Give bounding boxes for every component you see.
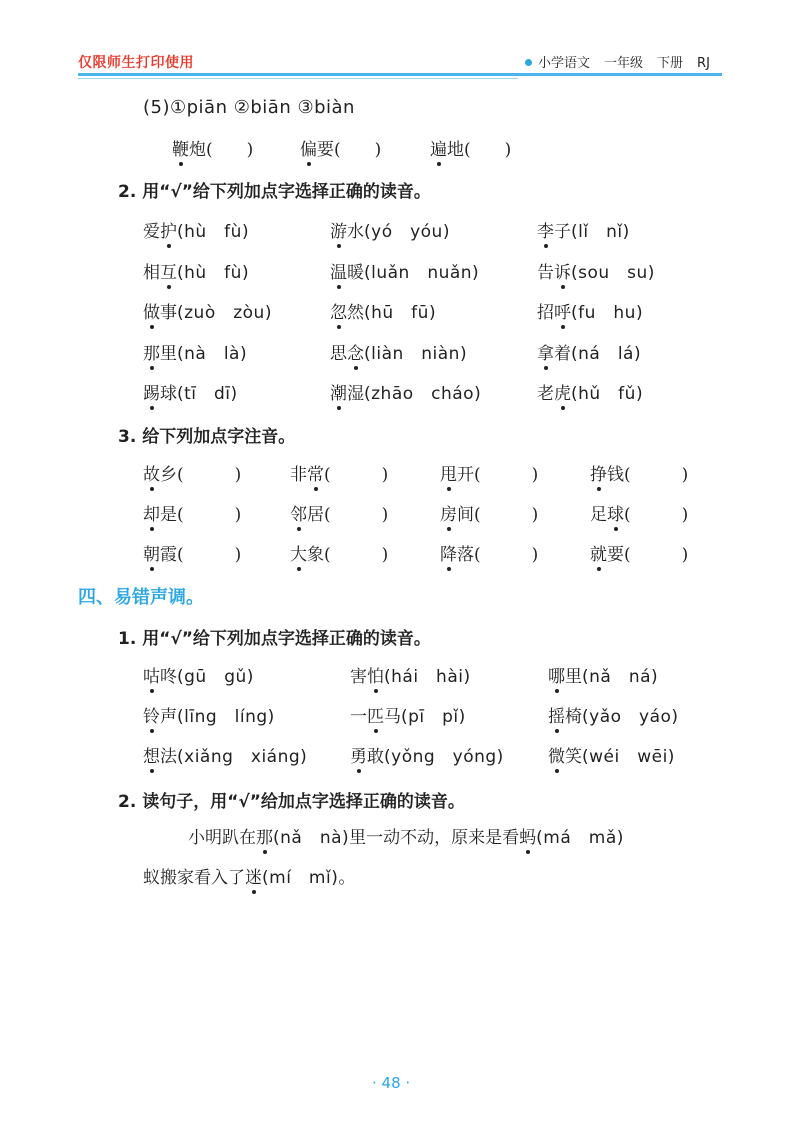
exercise-item bbox=[548, 662, 658, 687]
dotted-char: 温 bbox=[330, 258, 347, 283]
pinyin-choice[interactable]: (wéi wēi) bbox=[582, 747, 675, 767]
word-suffix: 马 bbox=[384, 707, 401, 727]
exercise-item bbox=[143, 339, 247, 364]
exercise-item bbox=[430, 135, 511, 160]
pinyin-choice[interactable]: (luǎn nuǎn) bbox=[364, 263, 480, 283]
word-suffix-answer-blank[interactable]: 地( ) bbox=[447, 140, 512, 160]
word-suffix-answer-blank[interactable]: ( ) bbox=[324, 465, 389, 485]
header-divider-thin bbox=[78, 78, 518, 79]
word-prefix: 思 bbox=[330, 344, 347, 364]
exercise-item bbox=[143, 540, 241, 565]
dotted-char: 邻 bbox=[290, 500, 307, 525]
word-prefix: 告 bbox=[537, 263, 554, 283]
dotted-char: 挣 bbox=[590, 460, 607, 485]
dotted-char: 常 bbox=[307, 460, 324, 485]
word-suffix-answer-blank[interactable]: 钱( ) bbox=[607, 465, 689, 485]
pinyin-choice[interactable]: (liàn niàn) bbox=[364, 344, 468, 364]
word-suffix: 里 bbox=[160, 344, 177, 364]
q2-title: 2. 用“√”给下列加点字选择正确的读音。 bbox=[118, 182, 431, 202]
exercise-item bbox=[143, 662, 254, 687]
exercise-item bbox=[350, 662, 471, 687]
sentence-text: 蚁搬家看入了 bbox=[143, 868, 245, 888]
word-suffix: 子 bbox=[554, 222, 571, 242]
exercise-item bbox=[330, 217, 450, 242]
exercise-item bbox=[143, 702, 275, 727]
exercise-item bbox=[143, 298, 272, 323]
dotted-char: 大 bbox=[290, 540, 307, 565]
dotted-char: 互 bbox=[160, 258, 177, 283]
bullet-icon bbox=[525, 59, 532, 66]
exercise-item bbox=[537, 379, 643, 404]
pinyin-choice[interactable]: (sou su) bbox=[571, 263, 655, 283]
pinyin-choice[interactable]: (nà là) bbox=[177, 344, 248, 364]
sentence-text: 小明趴在 bbox=[188, 828, 256, 848]
dotted-char: 虎 bbox=[554, 379, 571, 404]
dotted-char: 摇 bbox=[548, 702, 565, 727]
exercise-item bbox=[330, 258, 479, 283]
pinyin-choice[interactable]: (hù fù) bbox=[177, 222, 250, 242]
exercise-item bbox=[537, 298, 643, 323]
pinyin-choice[interactable]: (hái hài) bbox=[384, 667, 471, 687]
subject-header bbox=[525, 52, 710, 71]
word-suffix: 然 bbox=[347, 303, 364, 323]
dotted-char: 就 bbox=[590, 540, 607, 565]
pinyin-choice[interactable]: (nǎ nà) bbox=[273, 828, 350, 848]
dotted-char: 护 bbox=[160, 217, 177, 242]
dotted-char: 蚂 bbox=[519, 823, 536, 848]
dotted-char: 朝 bbox=[143, 540, 160, 565]
dotted-char: 却 bbox=[143, 500, 160, 525]
word-prefix: 一 bbox=[350, 707, 367, 727]
exercise-item bbox=[548, 702, 679, 727]
s4-q1-title: 1. 用“√”给下列加点字选择正确的读音。 bbox=[118, 629, 431, 649]
exercise-item bbox=[548, 742, 675, 767]
exercise-item bbox=[590, 500, 688, 525]
dotted-char: 铃 bbox=[143, 702, 160, 727]
exercise-item bbox=[290, 500, 388, 525]
dotted-char: 那 bbox=[256, 823, 273, 848]
pinyin-choice[interactable]: (lǐ nǐ) bbox=[571, 222, 630, 242]
word-suffix: 暖 bbox=[347, 263, 364, 283]
exercise-item bbox=[143, 217, 249, 242]
subject-label: 小学语文 bbox=[538, 56, 591, 71]
word-prefix: 足 bbox=[590, 505, 607, 525]
sentence-text: 里一动不动，原来是看 bbox=[349, 828, 520, 848]
word-suffix-answer-blank[interactable]: 间( ) bbox=[457, 505, 539, 525]
dotted-char: 遍 bbox=[430, 135, 447, 160]
exercise-item bbox=[143, 258, 249, 283]
word-suffix-answer-blank[interactable]: 象( ) bbox=[307, 545, 389, 565]
dotted-char: 拿 bbox=[537, 339, 554, 364]
word-suffix: 湿 bbox=[347, 384, 364, 404]
dotted-char: 做 bbox=[143, 298, 160, 323]
dotted-char: 李 bbox=[537, 217, 554, 242]
pinyin-choice[interactable]: (fu hu) bbox=[571, 303, 644, 323]
dotted-char: 诉 bbox=[554, 258, 571, 283]
exercise-item bbox=[300, 135, 381, 160]
exercise-item bbox=[143, 500, 241, 525]
pinyin-choice[interactable]: (mí mǐ) bbox=[262, 868, 339, 888]
word-suffix: 椅 bbox=[565, 707, 582, 727]
exercise-item bbox=[537, 217, 630, 242]
exercise-item bbox=[330, 339, 467, 364]
dotted-char: 迷 bbox=[245, 863, 262, 888]
pinyin-choice[interactable]: (hū fū) bbox=[364, 303, 437, 323]
word-prefix: 相 bbox=[143, 263, 160, 283]
pinyin-choice[interactable]: (pī pǐ) bbox=[401, 707, 466, 727]
exercise-item bbox=[143, 379, 238, 404]
word-suffix: 咚 bbox=[160, 667, 177, 687]
word-suffix-answer-blank[interactable]: 落( ) bbox=[457, 545, 539, 565]
exercise-item bbox=[330, 379, 481, 404]
pinyin-choice[interactable]: (yǎo yáo) bbox=[582, 707, 679, 727]
sentence-text: 。 bbox=[338, 868, 356, 888]
dotted-char: 鞭 bbox=[172, 135, 189, 160]
word-suffix-answer-blank[interactable]: 开( ) bbox=[457, 465, 539, 485]
sentence-line-1 bbox=[188, 823, 624, 848]
word-suffix: 事 bbox=[160, 303, 177, 323]
word-suffix: 里 bbox=[565, 667, 582, 687]
exercise-item bbox=[590, 540, 688, 565]
pinyin-choice[interactable]: (ná lá) bbox=[571, 344, 642, 364]
word-prefix: 害 bbox=[350, 667, 367, 687]
pinyin-choice[interactable]: (yǒng yóng) bbox=[384, 747, 504, 767]
section-4-title: 四、易错声调。 bbox=[78, 587, 204, 608]
pinyin-choice[interactable]: (má mǎ) bbox=[536, 828, 624, 848]
pinyin-choice[interactable]: (zhāo cháo) bbox=[364, 384, 482, 404]
pinyin-choice[interactable]: (tī dī) bbox=[177, 384, 238, 404]
word-suffix-answer-blank[interactable]: 要( ) bbox=[607, 545, 689, 565]
exercise-item bbox=[590, 460, 688, 485]
pinyin-choice[interactable]: (yó yóu) bbox=[364, 222, 450, 242]
exercise-item bbox=[330, 298, 436, 323]
word-suffix-answer-blank[interactable]: 居( ) bbox=[307, 505, 389, 525]
dotted-char: 游 bbox=[330, 217, 347, 242]
word-suffix: 水 bbox=[347, 222, 364, 242]
exercise-item bbox=[537, 258, 655, 283]
exercise-item bbox=[143, 742, 307, 767]
exercise-item bbox=[350, 702, 466, 727]
dotted-char: 念 bbox=[347, 339, 364, 364]
pinyin-choice[interactable]: (gū gǔ) bbox=[177, 667, 254, 687]
dotted-char: 偏 bbox=[300, 135, 317, 160]
dotted-char: 房 bbox=[440, 500, 457, 525]
dotted-char: 降 bbox=[440, 540, 457, 565]
word-prefix: 招 bbox=[537, 303, 554, 323]
word-prefix: 非 bbox=[290, 465, 307, 485]
exercise-item bbox=[440, 500, 538, 525]
dotted-char: 球 bbox=[607, 500, 624, 525]
word-prefix: 老 bbox=[537, 384, 554, 404]
word-suffix: 球 bbox=[160, 384, 177, 404]
pinyin-choice[interactable]: (nǎ ná) bbox=[582, 667, 659, 687]
dotted-char: 呼 bbox=[554, 298, 571, 323]
dotted-char: 勇 bbox=[350, 742, 367, 767]
header-divider bbox=[78, 73, 722, 76]
dotted-char: 忽 bbox=[330, 298, 347, 323]
exercise-item bbox=[440, 460, 538, 485]
word-suffix: 声 bbox=[160, 707, 177, 727]
dotted-char: 匹 bbox=[367, 702, 384, 727]
word-suffix-answer-blank[interactable]: 霞( ) bbox=[160, 545, 242, 565]
dotted-char: 踢 bbox=[143, 379, 160, 404]
page-number: · 48 · bbox=[372, 1074, 411, 1092]
word-suffix: 敢 bbox=[367, 747, 384, 767]
word-suffix-answer-blank[interactable]: 炮( ) bbox=[189, 140, 254, 160]
pinyin-choice[interactable]: (xiǎng xiáng) bbox=[177, 747, 308, 767]
exercise-item bbox=[172, 135, 253, 160]
volume-label: 下册 bbox=[657, 56, 684, 71]
edition-label: RJ bbox=[697, 56, 710, 71]
grade-label: 一年级 bbox=[604, 56, 644, 71]
pinyin-choice[interactable]: (hǔ fǔ) bbox=[571, 384, 644, 404]
exercise-item bbox=[290, 460, 388, 485]
word-suffix: 笑 bbox=[565, 747, 582, 767]
word-suffix-answer-blank[interactable]: ( ) bbox=[624, 505, 689, 525]
word-suffix: 法 bbox=[160, 747, 177, 767]
dotted-char: 故 bbox=[143, 460, 160, 485]
pinyin-choice[interactable]: (hù fù) bbox=[177, 263, 250, 283]
word-suffix-answer-blank[interactable]: 要( ) bbox=[317, 140, 382, 160]
exercise-item bbox=[143, 460, 241, 485]
dotted-char: 微 bbox=[548, 742, 565, 767]
exercise-item bbox=[440, 540, 538, 565]
word-suffix-answer-blank[interactable]: 是( ) bbox=[160, 505, 242, 525]
dotted-char: 想 bbox=[143, 742, 160, 767]
pinyin-choice[interactable]: (līng líng) bbox=[177, 707, 275, 727]
dotted-char: 那 bbox=[143, 339, 160, 364]
dotted-char: 潮 bbox=[330, 379, 347, 404]
exercise-item bbox=[537, 339, 641, 364]
word-prefix: 爱 bbox=[143, 222, 160, 242]
s4-q2-title: 2. 读句子，用“√”给加点字选择正确的读音。 bbox=[118, 792, 465, 812]
exercise-item bbox=[350, 742, 504, 767]
word-suffix-answer-blank[interactable]: 乡( ) bbox=[160, 465, 242, 485]
dotted-char: 怕 bbox=[367, 662, 384, 687]
q5-options: (5)①piān ②biān ③biàn bbox=[143, 97, 355, 118]
exercise-item bbox=[290, 540, 388, 565]
pinyin-choice[interactable]: (zuò zòu) bbox=[177, 303, 272, 323]
dotted-char: 甩 bbox=[440, 460, 457, 485]
sentence-line-2 bbox=[143, 863, 355, 888]
word-suffix: 着 bbox=[554, 344, 571, 364]
dotted-char: 哪 bbox=[548, 662, 565, 687]
print-restriction-label: 仅限师生打印使用 bbox=[78, 55, 194, 71]
dotted-char: 咕 bbox=[143, 662, 160, 687]
q3-title: 3. 给下列加点字注音。 bbox=[118, 427, 296, 447]
